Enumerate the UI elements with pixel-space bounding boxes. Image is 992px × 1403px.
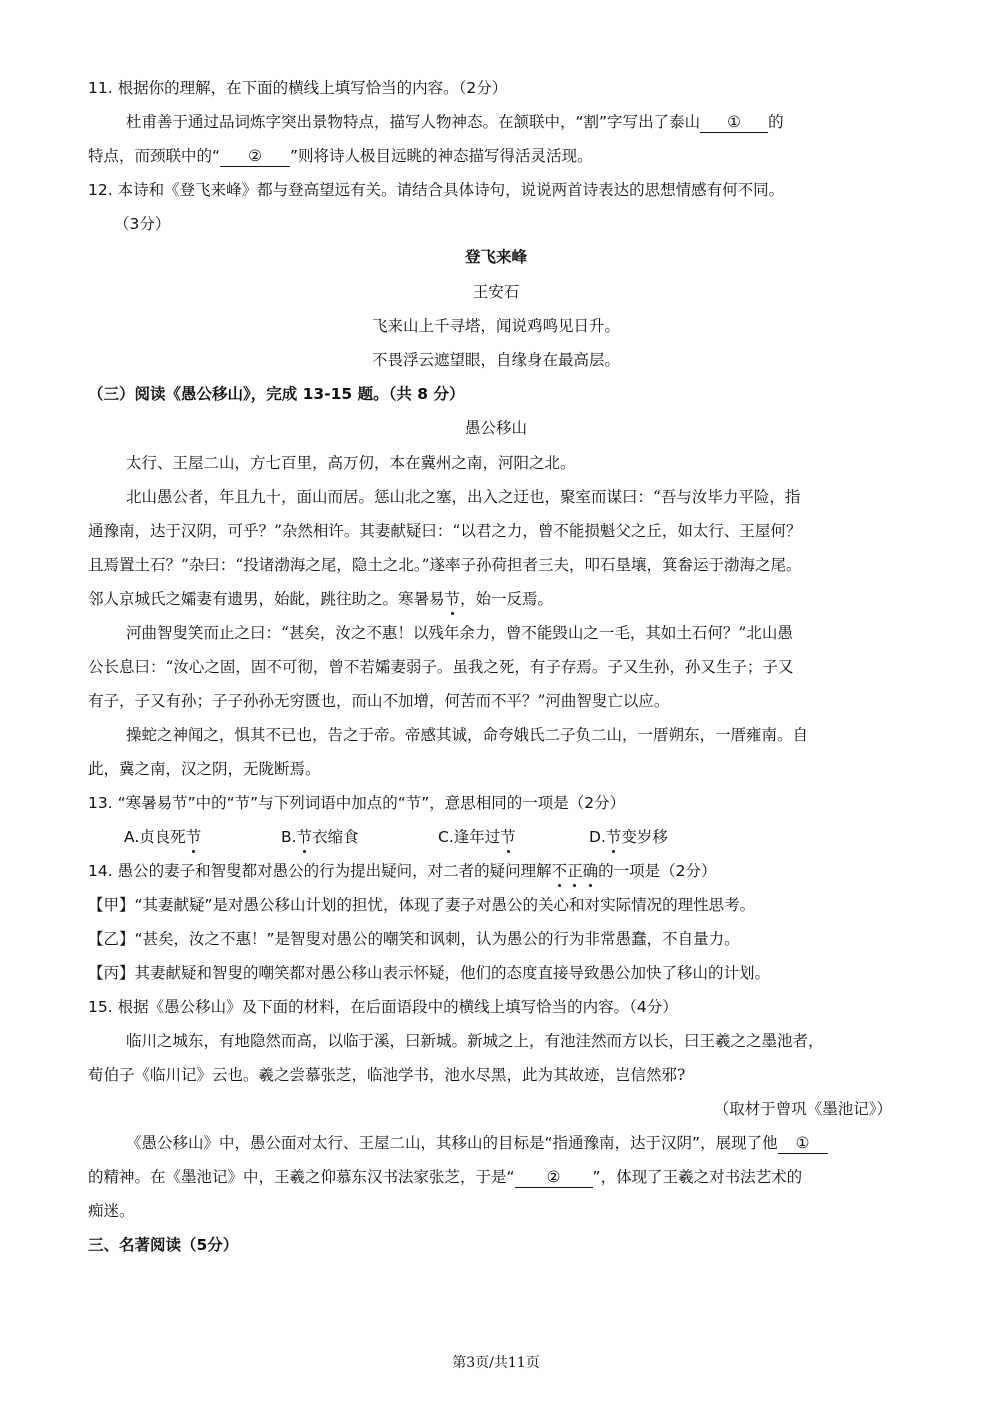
q13-option-a-text: A.贞良死 — [124, 828, 186, 846]
passage-p3-line3: 有子，子又有孙；子子孙孙无穷匮也，而山不加增，何苦而不平？”河曲智叟亡以应。 — [88, 692, 670, 710]
q15-answer-line3: 痴迷。 — [88, 1202, 135, 1220]
q14-statement-yi: 【乙】“甚矣，汝之不惠！”是智叟对愚公的嘲笑和讽刺，认为愚公的行为非常愚蠢，不自量力。 — [88, 930, 740, 948]
q13-option-d-dot: 节 — [605, 828, 622, 846]
q14-dot-bu: 不 — [551, 862, 568, 880]
passage-p4-line2: 此，冀之南，汉之阴，无陇断焉。 — [88, 760, 321, 778]
q11-line2-text: 特点，而颈联中的“ — [88, 147, 221, 165]
passage-p4-line1: 操蛇之神闻之，惧其不已也，告之于帝。帝感其诚，命夸娥氏二子负二山，一厝朔东，一厝雍南。自 — [126, 726, 809, 744]
q11-blank-1[interactable]: ① — [700, 112, 768, 133]
page-number: 第3页/共11页 — [452, 1355, 540, 1371]
q11-line2 — [88, 145, 593, 167]
passage-p2-line4-b: ，始一反焉。 — [460, 590, 554, 608]
q15-answer-line2-text: 的精神。在《墨池记》中，王羲之仰慕东汉书法家张芝，于是“ — [88, 1168, 515, 1186]
q13-option-c-text: C.逢年过 — [438, 828, 501, 846]
q15-blank-2[interactable]: ② — [515, 1167, 593, 1188]
q14-stem-text: 14. 愚公的妻子和智叟都对愚公的行为提出疑问，对二者的疑问理解 — [88, 862, 552, 880]
q15-stem: 15. 根据《愚公移山》及下面的材料，在后面语段中的横线上填写恰当的内容。（4分） — [88, 998, 678, 1016]
q11-line1-text: 杜甫善于通过品词炼字突出景物特点，描写人物神态。在颔联中，“割”字写出了泰山 — [126, 113, 701, 131]
q13-stem: 13. “寒暑易节”中的“节”与下列词语中加点的“节”，意思相同的一项是（2分） — [88, 794, 626, 812]
q11-line2-end: ”则将诗人极目远眺的神态描写得活灵活现。 — [290, 147, 593, 165]
passage-title: 愚公移山 — [464, 419, 527, 437]
q15-material-line1: 临川之城东，有地隐然而高，以临于溪，曰新城。新城之上，有池洼然而方以长，曰王羲之之墨池者， — [126, 1032, 824, 1050]
q15-blank-1[interactable]: ① — [778, 1133, 828, 1154]
q14-dot-que: 确 — [582, 862, 599, 880]
q13-option-d-end: 变岁移 — [621, 828, 668, 846]
passage-p1: 太行、王屋二山，方七百里，高万仞，本在冀州之南，河阳之北。 — [126, 454, 576, 472]
q13-option-a-dot: 节 — [185, 828, 202, 846]
q14-stem-end: 的一项是（2分） — [598, 862, 717, 880]
q13-option-d[interactable] — [589, 826, 668, 848]
poem-line-1: 飞来山上千寻塔，闻说鸡鸣见日升。 — [371, 317, 620, 335]
passage-p2-line1: 北山愚公者，年且九十，面山而居。惩山北之塞，出入之迂也，聚室而谋曰：“吾与汝毕力平险，指 — [126, 488, 801, 506]
q13-option-c[interactable] — [438, 826, 516, 848]
q13-option-b-text: B. — [281, 828, 297, 846]
q11-line1 — [126, 111, 784, 133]
passage-p2-line3: 且焉置土石？”杂曰：“投诸渤海之尾，隐土之北。”遂率子孙荷担者三夫，叩石垦壤，箕畚运于渤海之尾。 — [88, 556, 802, 574]
q13-option-b-dot: 节 — [296, 828, 313, 846]
q11-stem: 11. 根据你的理解，在下面的横线上填写恰当的内容。（2分） — [88, 79, 508, 97]
q14-dot-zheng: 正 — [567, 862, 583, 880]
q15-answer-line1 — [126, 1132, 828, 1154]
q11-line1-end: 的 — [768, 113, 784, 131]
q14-stem — [88, 860, 717, 882]
q14-statement-bing: 【丙】其妻献疑和智叟的嘲笑都对愚公移山表示怀疑，他们的态度直接导致愚公加快了移山的计划。 — [88, 964, 771, 982]
q15-material-line2: 荀伯子《临川记》云也。羲之尝慕张芝，临池学书，池水尽黑，此为其故迹，岂信然邪? — [88, 1066, 686, 1084]
q13-option-d-text: D. — [589, 828, 606, 846]
passage-p3-line2: 公长息曰：“汝心之固，固不可彻，曾不若孀妻弱子。虽我之死，有子存焉。子又生孙，孙又生子；子又 — [88, 658, 794, 676]
q15-answer-line2 — [88, 1166, 802, 1188]
dotted-char-jie: 节 — [444, 590, 461, 608]
section-famous-works-heading: 三、名著阅读（5分） — [88, 1236, 239, 1254]
q13-option-c-dot: 节 — [500, 828, 516, 846]
q11-blank-2[interactable]: ② — [220, 146, 290, 167]
q15-source: （取材于曾巩《墨池记》） — [713, 1100, 892, 1118]
q15-answer-line1-text: 《愚公移山》中，愚公面对太行、王屋二山，其移山的目标是“指通豫南，达于汉阴”，展现了他 — [126, 1134, 778, 1152]
q12-score: （3分） — [114, 215, 171, 233]
q13-option-b-end: 衣缩食 — [312, 828, 359, 846]
passage-p2-line2: 通豫南，达于汉阴，可乎？”杂然相许。其妻献疑曰：“以君之力，曾不能损魁父之丘，如太行、王屋何？ — [88, 522, 802, 540]
poem-author: 王安石 — [472, 283, 520, 301]
q13-options — [124, 826, 924, 848]
q14-statement-jia: 【甲】“其妻献疑”是对愚公移山计划的担忧，体现了妻子对愚公的关心和对实际情况的理性思考。 — [88, 896, 756, 914]
q13-option-b[interactable] — [281, 826, 359, 848]
poem-line-2: 不畏浮云遮望眼，自缘身在最高层。 — [371, 351, 620, 369]
poem-title: 登飞来峰 — [464, 248, 527, 266]
passage-p2-line4 — [88, 588, 553, 610]
q12-stem: 12. 本诗和《登飞来峰》都与登高望远有关。请结合具体诗句，说说两首诗表达的思想情感有何不同。 — [88, 181, 785, 199]
q15-answer-line2-end: ”，体现了王羲之对书法艺术的 — [592, 1168, 803, 1186]
section3-heading: （三）阅读《愚公移山》，完成 13-15 题。（共 8 分） — [88, 385, 465, 403]
passage-p3-line1: 河曲智叟笑而止之曰：“甚矣，汝之不惠！以残年余力，曾不能毁山之一毛，其如土石何？”北山愚 — [126, 624, 793, 642]
passage-p2-line4-a: 邻人京城氏之孀妻有遗男，始龀，跳往助之。寒暑易 — [88, 590, 445, 608]
q13-option-a[interactable] — [124, 826, 201, 848]
